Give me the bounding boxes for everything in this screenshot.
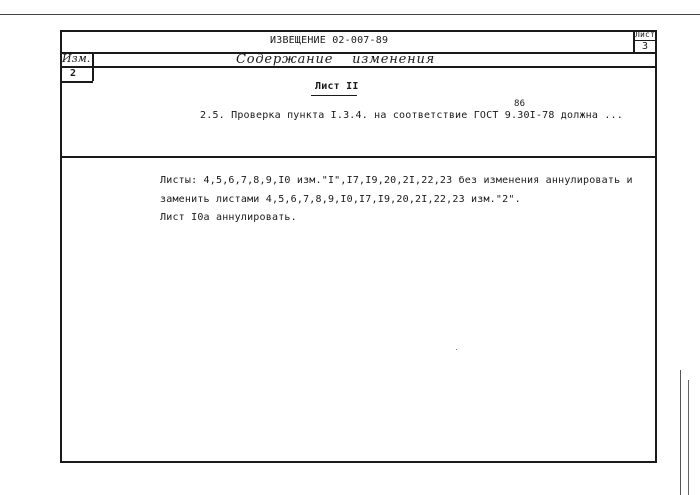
change-box-bottom: [60, 81, 93, 83]
sheet-reference-underline: [311, 95, 357, 96]
sheet-number: 3: [642, 41, 649, 52]
frame-top: [60, 30, 656, 32]
right-scan-edge-2: [688, 380, 689, 495]
section-separator: [62, 156, 655, 158]
paragraph-line-1: Листы: 4,5,6,7,8,9,I0 изм."I",I7,I9,20,2I,22,23 без изменения аннулировать и: [160, 175, 633, 186]
right-scan-edge: [680, 370, 681, 495]
change-number: 2: [70, 68, 77, 79]
sheet-label: Лист: [635, 30, 656, 39]
paragraph-line-2: заменить листами 4,5,6,7,8,9,I0,I7,I9,20,2I,22,23 изм."2".: [160, 194, 521, 205]
frame-bottom: [60, 461, 657, 463]
paragraph-line-3: Лист I0а аннулировать.: [160, 212, 297, 223]
frame-right: [655, 30, 657, 462]
top-scan-edge: [0, 14, 700, 15]
content-title: Содержание изменения: [236, 52, 436, 67]
change-column-divider: [92, 52, 94, 81]
notice-number: ИЗВЕЩЕНИЕ 02-007-89: [270, 35, 389, 46]
scan-speck: [456, 349, 457, 350]
superscript-number: 86: [514, 99, 526, 109]
item-text: 2.5. Проверка пункта I.3.4. на соответствие ГОСТ 9.30I-78 должна ...: [200, 110, 623, 121]
sheet-reference: Лист II: [315, 81, 359, 92]
change-label: Изм.: [62, 52, 91, 65]
frame-left: [60, 30, 62, 462]
